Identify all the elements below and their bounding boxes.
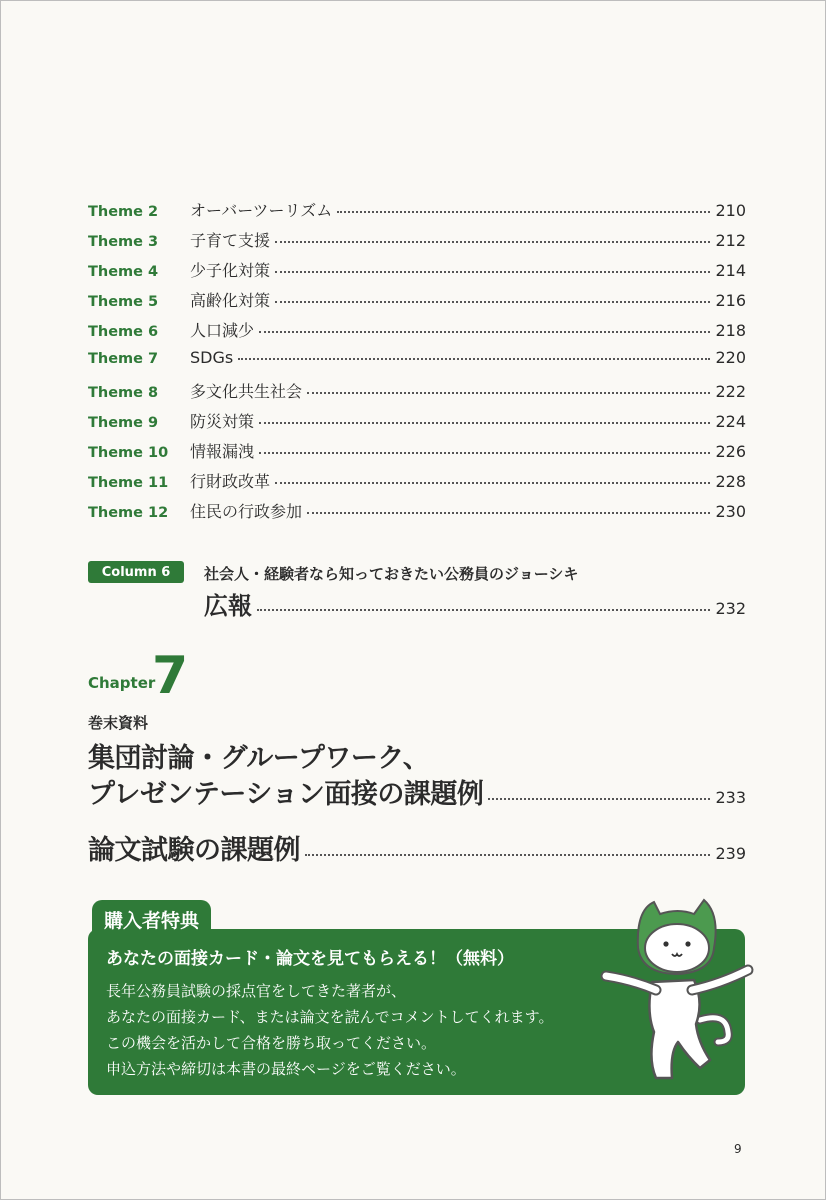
toc-row[interactable] [88,409,746,439]
page-ref: 226 [715,441,746,461]
theme-label: Theme 7 [88,351,159,368]
toc-row[interactable] [88,198,746,228]
page-ref: 228 [715,471,746,491]
theme-label: Theme 5 [88,294,159,311]
page-ref: 220 [715,348,746,368]
chapter-title-2: 論文試験の課題例 [88,835,300,866]
toc-row[interactable] [88,318,746,348]
page-ref: 239 [715,844,746,863]
chapter-title-line1[interactable]: 集団討論・グループワーク、 [88,743,430,774]
bonus-heading: あなたの面接カード・論文を見てもらえる！（無料） [106,949,514,969]
theme-title: 多文化共生社会 [190,381,303,401]
chapter-entry[interactable] [88,772,746,811]
page-ref: 214 [715,261,746,281]
column-entry[interactable] [204,586,746,621]
leader-dots [307,512,710,514]
page-ref: 230 [715,501,746,521]
leader-dots [259,452,710,454]
leader-dots [275,301,710,303]
toc-row[interactable] [88,228,746,258]
leader-dots [257,609,710,611]
theme-title: 人口減少 [190,321,255,341]
column-subtitle: 社会人・経験者なら知っておきたい公務員のジョーシキ [204,565,579,583]
toc-row[interactable] [88,499,746,529]
leader-dots [488,798,710,800]
theme-label: Theme 8 [88,384,159,401]
page-ref: 216 [715,291,746,311]
bonus-line: 長年公務員試験の採点官をしてきた著者が、 [106,982,407,1000]
toc-row[interactable] [88,348,746,378]
chapter-entry[interactable] [88,828,746,867]
theme-title: 高齢化対策 [190,291,271,311]
toc-row[interactable] [88,258,746,288]
theme-title: SDGs [190,348,234,368]
leader-dots [259,422,710,424]
bonus-line: あなたの面接カード、または論文を読んでコメントしてくれます。 [106,1008,554,1026]
bonus-line: 申込方法や締切は本書の最終ページをご覧ください。 [106,1060,466,1078]
column-badge: Column 6 [88,561,184,583]
theme-title: オーバーツーリズム [190,201,333,220]
cat-mascot-icon [596,892,760,1090]
column-title: 広報 [204,592,252,620]
page-number: 9 [734,1142,742,1156]
leader-dots [238,358,710,360]
toc-row[interactable] [88,288,746,318]
theme-title: 住民の行政参加 [190,501,303,521]
chapter-subtitle: 巻末資料 [88,714,149,732]
page-ref: 233 [715,788,746,807]
page-ref: 222 [715,381,746,401]
bonus-tab: 購入者特典 [92,900,211,938]
leader-dots [275,482,710,484]
theme-label: Theme 11 [88,474,169,491]
theme-label: Theme 10 [88,444,169,461]
theme-title: 行財政改革 [190,471,271,491]
chapter-number: 7 [152,646,189,706]
page-ref: 218 [715,321,746,341]
theme-label: Theme 6 [88,324,159,341]
chapter-label: Chapter [88,674,156,692]
theme-title: 防災対策 [190,411,255,431]
leader-dots [275,271,710,273]
bonus-line: この機会を活かして合格を勝ち取ってください。 [106,1034,437,1052]
chapter-title-line2: プレゼンテーション面接の課題例 [88,779,484,810]
leader-dots [259,331,710,333]
page-ref: 212 [715,231,746,251]
leader-dots [305,854,710,856]
theme-label: Theme 2 [88,204,159,220]
toc-row[interactable] [88,469,746,499]
page-ref: 210 [715,201,746,220]
leader-dots [307,392,710,394]
page-ref: 224 [715,411,746,431]
toc-list [88,198,746,529]
leader-dots [337,211,710,213]
bonus-body [106,978,553,1082]
theme-title: 子育て支援 [190,231,271,251]
theme-title: 少子化対策 [190,261,271,281]
theme-label: Theme 12 [88,504,169,521]
theme-label: Theme 4 [88,264,159,281]
theme-title: 情報漏洩 [190,441,255,461]
leader-dots [275,241,710,243]
theme-label: Theme 9 [88,414,159,431]
theme-label: Theme 3 [88,234,159,251]
toc-row[interactable] [88,379,746,409]
toc-row[interactable] [88,439,746,469]
page-ref: 232 [715,599,746,618]
